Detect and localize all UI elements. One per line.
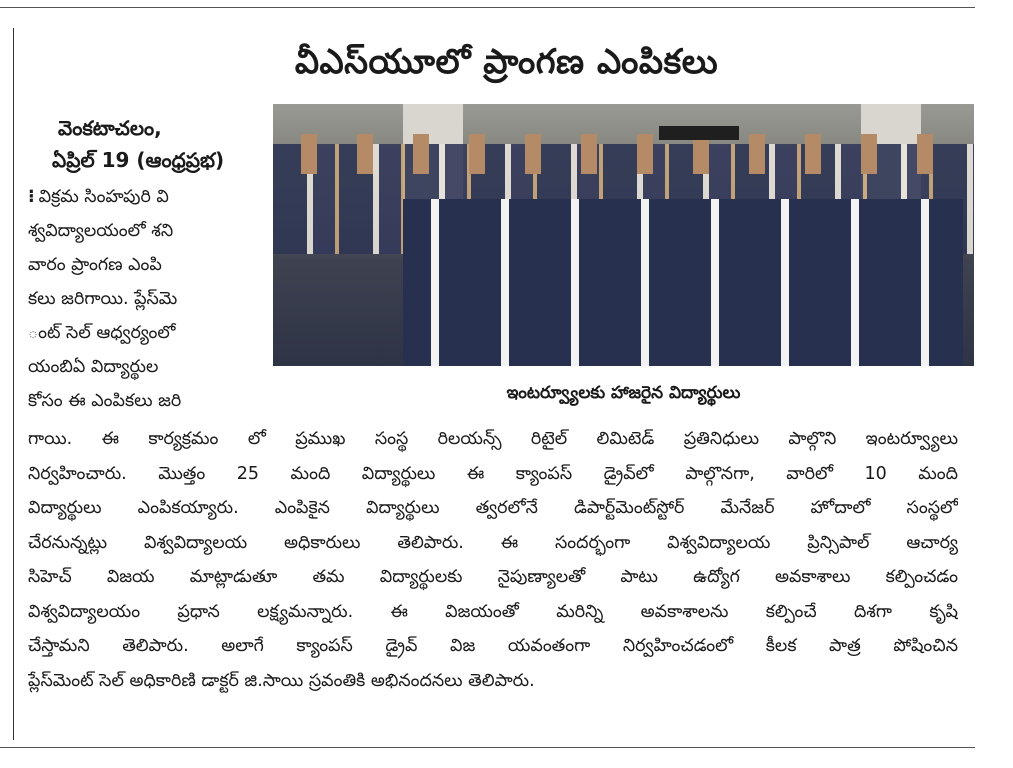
left-column-rule [13,28,14,740]
body-line: చేరనున్నట్లు విశ్వవిద్యాలయ అధికారులు తెలిపారు. ఈ సందర్భంగా విశ్వవిద్యాలయ ప్రిన్సిపాల్ ఆచార్య [28,532,958,553]
article-column-text [28,180,250,418]
dateline [52,112,252,176]
column-line: యంబిఏ విద్యార్థుల [28,357,159,377]
body-line: నిర్వహించారు. మొత్తం 25 మంది విద్యార్థులు ఈ క్యాంపస్ డ్రైవ్‌లో పాల్గొనగా, వారిలో 10 మంది [28,463,958,484]
dateline-place: వెంకటాచలం, [58,116,162,140]
article-headline: వీఎస్‌యూలో ప్రాంగణ ఎంపికలు [294,42,719,82]
body-line: విద్యార్థులు ఎంపికయ్యారు. ఎంపికైన విద్యార్థులు త్వరలోనే డిపార్ట్‌మెంట్‌స్టోర్ మేనేజర్ హోదాలో సంస్థలో [28,498,958,518]
body-line: విశ్వవిద్యాలయం ప్రధాన లక్ష్యమన్నారు. ఈ విజయంతో మరిన్ని అవకాశాలను కల్పించే దిశగా కృషి [28,601,958,622]
body-line: సిహెచ్ విజయ మాట్లాడుతూ తమ విద్యార్థులకు నైపుణ్యాలతో పాటు ఉద్యోగ అవకాశాలు కల్పించడం [28,567,958,587]
photo-caption: ఇంటర్వ్యూలకు హాజరైన విద్యార్థులు [506,383,741,403]
article-body [28,422,958,698]
column-line: వారం ప్రాంగణ ఎంపి [28,255,162,275]
bottom-rule [0,747,975,748]
column-line: శ్వవిద్యాలయంలో శని [28,221,174,241]
body-line: గాయి. ఈ కార్యక్రమం లో ప్రముఖ సంస్థ రిలయన్స్ రిటైల్ లిమిటెడ్ ప్రతినిధులు పాల్గొని ఇంటర్వ్యూలు [28,429,958,449]
photo-front-row [403,199,963,366]
column-line: ⁝ విక్రమ సింహపురి వి [28,187,169,207]
top-rule [0,7,975,8]
body-line: ప్లేస్‌మెంట్ సెల్ అధికారిణి డాక్టర్ జి.సాయి స్రవంతికి అభినందనలు తెలిపారు. [28,670,535,691]
column-line: ంట్ సెల్ ఆధ్వర్యంలో [28,323,176,343]
bullet-icon: ⁝ [28,187,35,207]
dateline-date: ఏప్రిల్ 19 (ఆంధ్రప్రభ) [52,148,225,172]
body-line: చేస్తామని తెలిపారు. అలాగే క్యాంపస్ డ్రైవ్ విజ యవంతంగా నిర్వహించడంలో కీలక పాత్ర పోషించిన [28,636,958,656]
group-photo [273,104,974,366]
photo-sign [659,126,739,140]
column-line: కోసం ఈ ఎంపికలు జరి [28,391,182,411]
photo-faces [283,134,973,174]
column-line: కలు జరిగాయి. ప్లేస్‌మె [28,289,178,309]
